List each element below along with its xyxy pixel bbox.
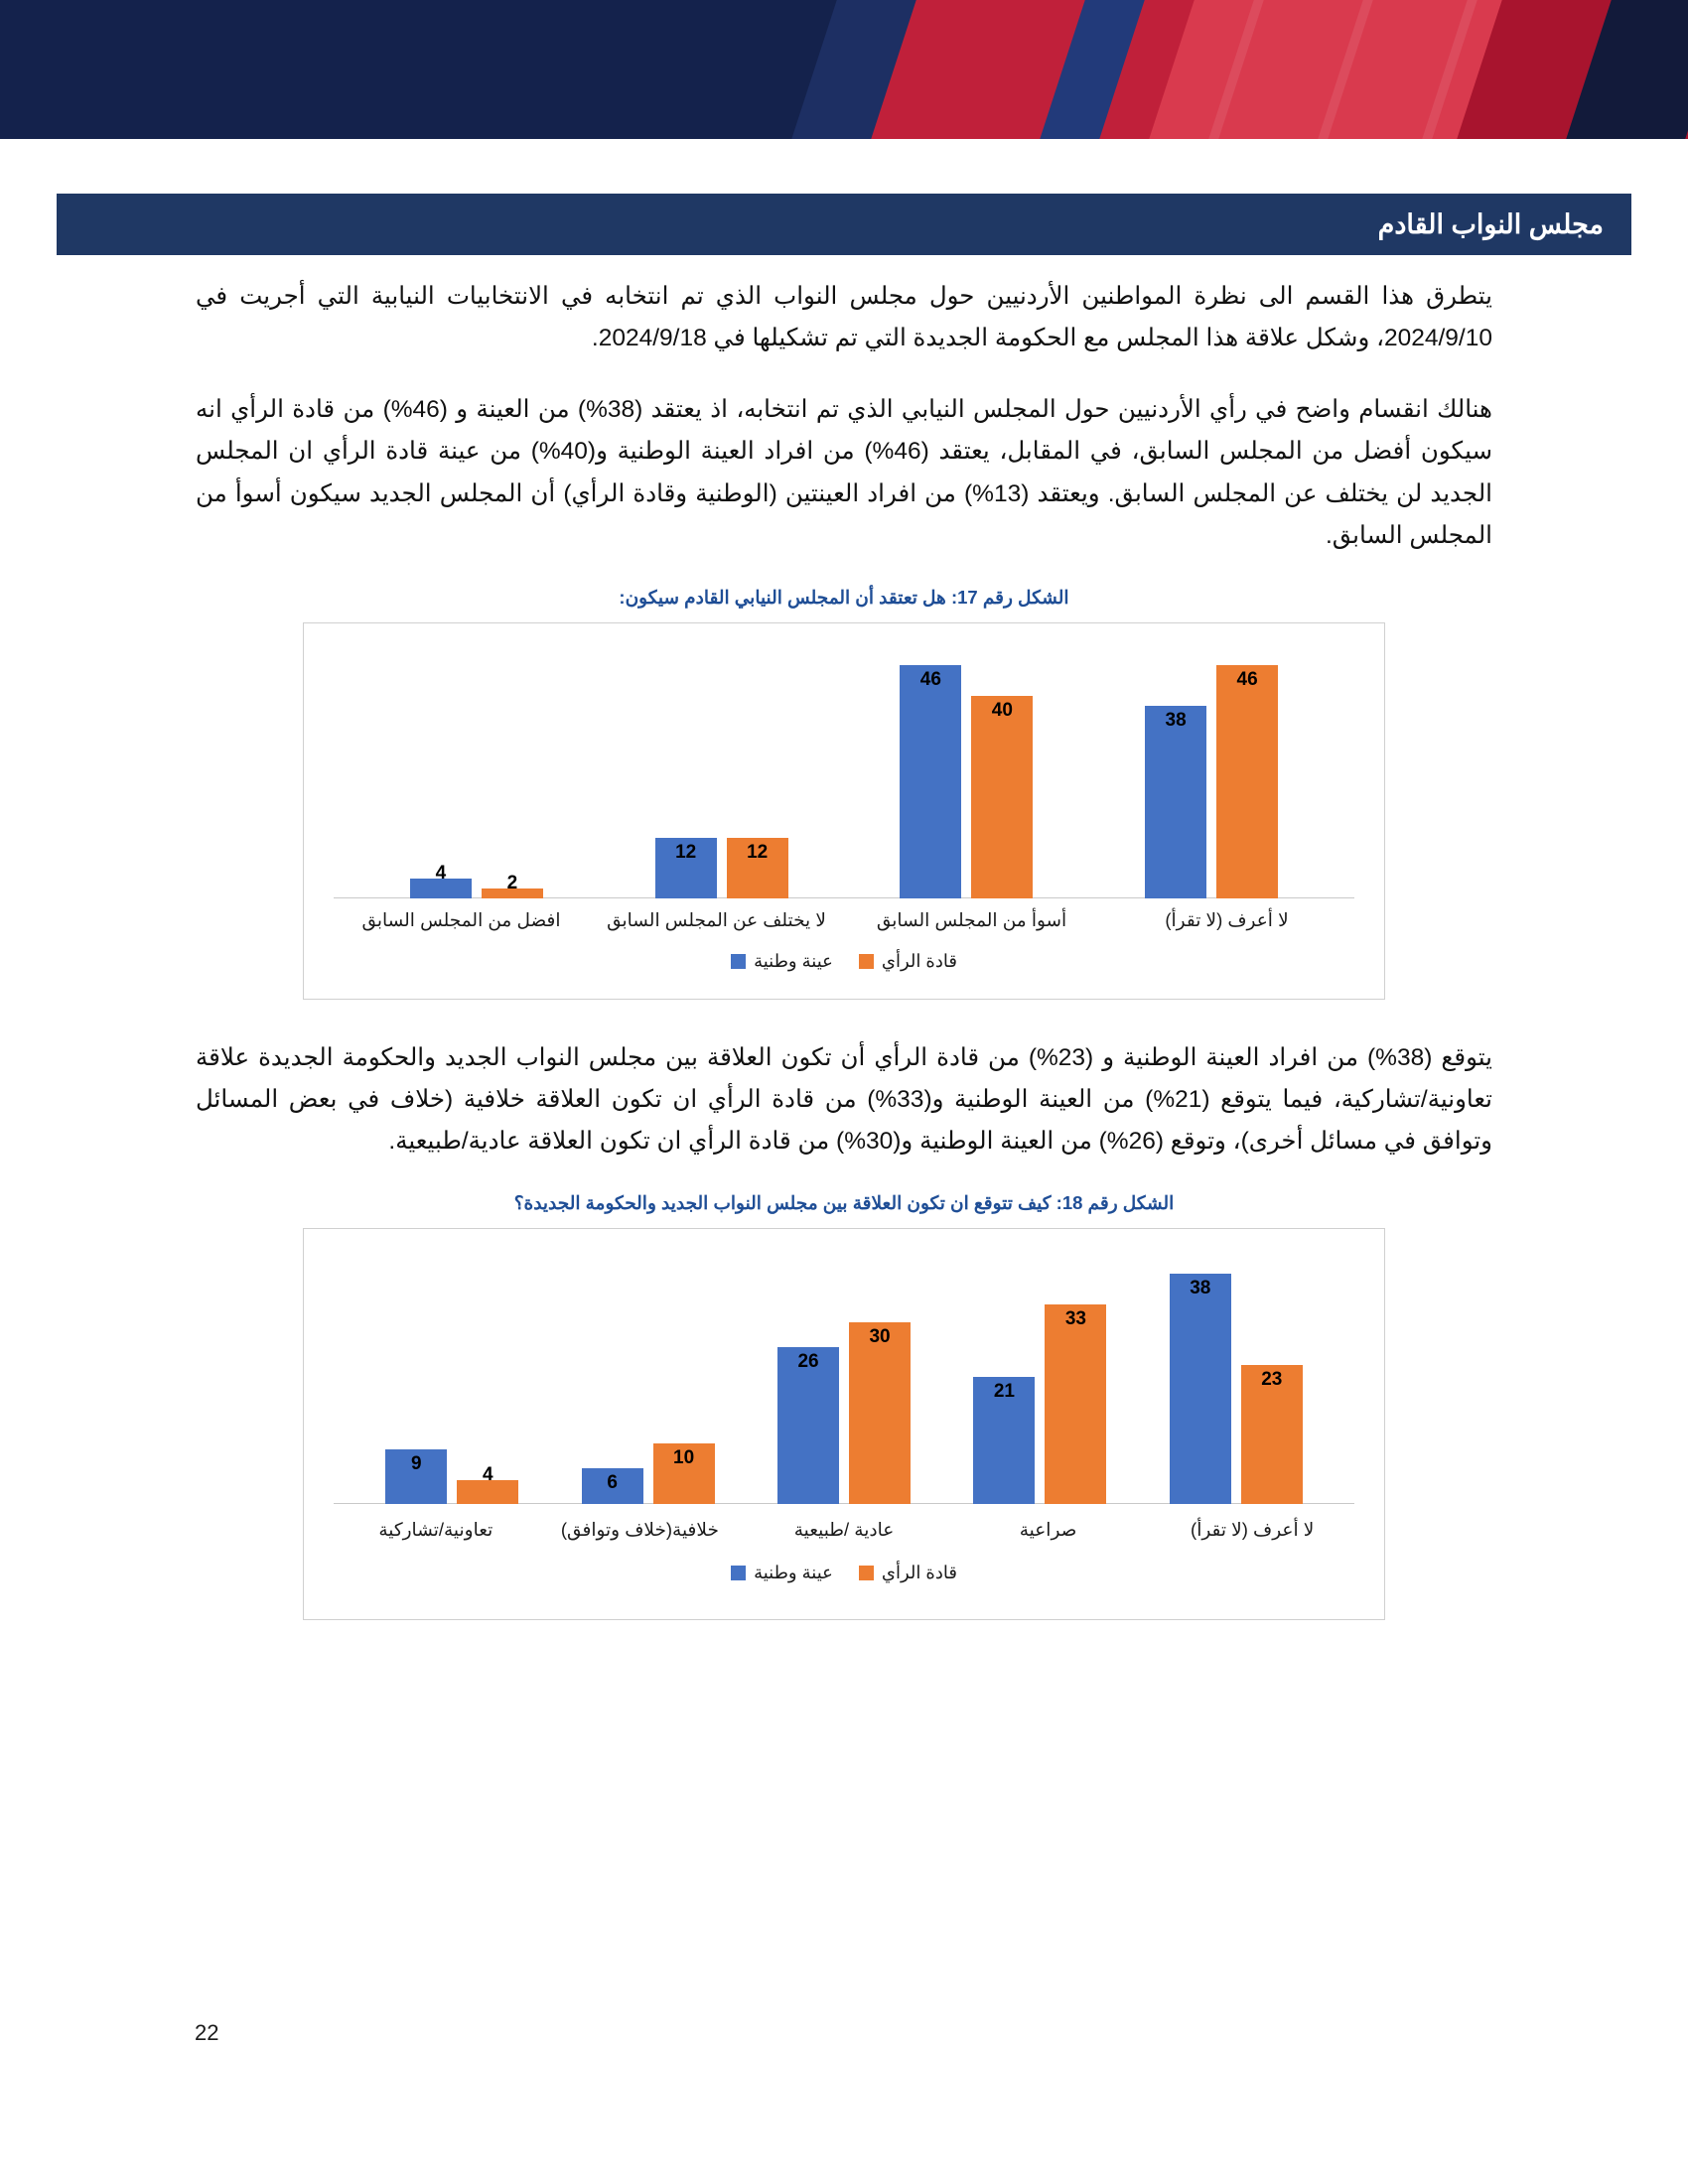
figure-18-group-4	[550, 1251, 746, 1504]
figure-17-chart	[303, 622, 1385, 1000]
paragraph-intro: يتطرق هذا القسم الى نظرة المواطنين الأردنيين حول مجلس النواب الذي تم انتخابه في الانتخابيات النيابية التي أجريت في 2024/9/10، وشكل علاقة هذا المجلس مع الحكومة الجديدة التي تم تشكيلها في 2024/9/18.	[196, 283, 1492, 352]
figure-17-legend	[304, 951, 1384, 972]
figure-18-plot	[334, 1251, 1354, 1504]
figure-17-legend-label-leaders: قادة الرأي	[881, 950, 957, 971]
figure-17-bar-leaders-2	[971, 696, 1033, 898]
figure-18-value-national-2: 21	[993, 1381, 1015, 1403]
figure-18-legend	[304, 1563, 1384, 1583]
figure-17-bar-leaders-1	[1216, 665, 1278, 898]
figure-17-value-national-2: 46	[919, 668, 941, 690]
figure-18-caption: الشكل رقم 18: كيف تتوقع ان تكون العلاقة بين مجلس النواب الجديد والحكومة الجديدة؟	[513, 1192, 1175, 1214]
figure-18-category-5: لا أعرف (لا تقرأ)	[1191, 1519, 1315, 1541]
figure-17-bar-national-4	[410, 862, 472, 898]
figure-18-value-leaders-1: 23	[1261, 1369, 1283, 1391]
figure-18-group-5	[354, 1251, 550, 1504]
figure-17-group-2	[844, 645, 1089, 898]
figure-18-legend-label-national: عينة وطنية	[754, 1563, 833, 1583]
figure-18-bar-leaders-2	[1045, 1304, 1106, 1504]
figure-18-value-leaders-2: 33	[1064, 1308, 1086, 1330]
figure-18-group-1	[1138, 1251, 1334, 1504]
figure-18-bar-national-2	[973, 1377, 1035, 1504]
figure-18-value-national-4: 6	[607, 1472, 618, 1494]
figure-17	[57, 587, 1631, 1000]
figure-18-bar-leaders-1	[1241, 1365, 1303, 1504]
figure-17-bar-leaders-3	[727, 838, 788, 898]
figure-18-bar-leaders-4	[653, 1443, 715, 1504]
figure-18-legend-national	[731, 1563, 833, 1583]
figure-17-value-leaders-1: 46	[1236, 668, 1258, 690]
figure-17-value-leaders-2: 40	[991, 699, 1013, 721]
page-title: مجلس النواب القادم	[1377, 208, 1604, 239]
legend-swatch-icon	[859, 1566, 874, 1580]
figure-17-bar-national-3	[655, 838, 717, 898]
figure-18-chart	[303, 1228, 1385, 1620]
figure-17-legend-national	[731, 951, 833, 972]
figure-17-value-national-4: 4	[435, 862, 447, 884]
figure-18-category-1: تعاونية/تشاركية	[378, 1519, 493, 1541]
figure-17-category-2: لا يختلف عن المجلس السابق	[607, 908, 826, 930]
figure-17-value-national-3: 12	[675, 841, 697, 863]
figure-17-plot	[334, 645, 1354, 898]
figure-17-bar-leaders-4	[482, 872, 543, 898]
legend-swatch-icon	[859, 954, 874, 969]
figure-18-value-leaders-3: 30	[869, 1326, 891, 1348]
document-content	[57, 276, 1631, 1620]
paragraph-government-relation: يتوقع (38%) من افراد العينة الوطنية و (23%) من قادة الرأي أن تكون العلاقة بين مجلس النواب الجديد والحكومة الجديدة علاقة تعاونية/تشاركية، فيما يتوقع (21%) من العينة الوطنية و(33%) من قادة الرأي ان تكون العلاقة خلافية (خلاف في بعض المسائل وتوافق في مسائل أخرى)، وتوقع (26%) من العينة الوطنية و(30%) من قادة الرأي ان تكون العلاقة عادية/طبيعية.	[196, 1043, 1492, 1155]
page-header-banner	[0, 0, 1688, 139]
figure-18-bar-national-5	[385, 1449, 447, 1504]
figure-17-value-leaders-3: 12	[747, 841, 769, 863]
figure-18-bar-leaders-5	[457, 1464, 518, 1504]
figure-17-caption: الشكل رقم 17: هل تعتقد أن المجلس النيابي القادم سيكون:	[619, 586, 1069, 608]
figure-18-value-national-1: 38	[1190, 1278, 1211, 1299]
figure-17-group-4	[354, 645, 600, 898]
figure-17-legend-leaders	[859, 951, 957, 972]
figure-17-group-3	[599, 645, 844, 898]
figure-18-group-3	[746, 1251, 941, 1504]
figure-18-group-2	[942, 1251, 1138, 1504]
figure-18-value-leaders-4: 10	[673, 1447, 695, 1469]
paragraph-parliament-opinion: هنالك انقسام واضح في رأي الأردنيين حول المجلس النيابي الذي تم انتخابه، اذ يعتقد (38%) من العينة و (46%) من قادة الرأي انه سيكون أفضل من المجلس السابق، في المقابل، يعتقد (46%) من افراد العينة الوطنية و(40%) من عينة قادة الرأي ان المجلس الجديد لن يختلف عن المجلس السابق. ويعتقد (13%) من افراد العينتين (الوطنية وقادة الرأي) أن المجلس الجديد سيكون أسوأ من المجلس السابق.	[196, 396, 1492, 549]
figure-18-category-3: عادية /طبيعية	[793, 1519, 895, 1541]
figure-18-category-4: صراعية	[1019, 1519, 1077, 1541]
figure-17-group-1	[1089, 645, 1335, 898]
figure-18-bar-national-4	[582, 1468, 643, 1504]
figure-17-category-3: أسوأ من المجلس السابق	[876, 908, 1067, 930]
figure-18	[57, 1192, 1631, 1620]
figure-18-bar-national-3	[777, 1347, 839, 1504]
figure-17-value-national-1: 38	[1165, 709, 1187, 731]
figure-18-value-national-3: 26	[797, 1351, 819, 1373]
figure-17-legend-label-national: عينة وطنية	[754, 950, 833, 971]
figure-18-value-national-5: 9	[410, 1453, 422, 1475]
figure-18-bar-national-1	[1170, 1274, 1231, 1504]
page-number: 22	[195, 2020, 219, 2045]
figure-18-bar-leaders-3	[849, 1322, 911, 1504]
figure-18-category-2: خلافية(خلاف وتوافق)	[560, 1519, 719, 1541]
page-bottom-edge	[0, 2170, 1688, 2184]
figure-17-bar-national-1	[1145, 706, 1206, 898]
figure-18-category-labels	[334, 1519, 1354, 1541]
figure-17-value-leaders-4: 2	[506, 872, 518, 893]
figure-17-category-1: افضل من المجلس السابق	[361, 908, 561, 930]
figure-17-bar-national-2	[900, 665, 961, 898]
figure-18-legend-leaders	[859, 1563, 957, 1583]
figure-18-value-leaders-5: 4	[482, 1464, 493, 1486]
figure-17-category-4: لا أعرف (لا تقرأ)	[1165, 908, 1289, 930]
figure-18-legend-label-leaders: قادة الرأي	[881, 1563, 957, 1583]
figure-17-category-labels	[334, 909, 1354, 931]
legend-swatch-icon	[731, 1566, 746, 1580]
legend-swatch-icon	[731, 954, 746, 969]
section-title-bar	[57, 194, 1631, 255]
